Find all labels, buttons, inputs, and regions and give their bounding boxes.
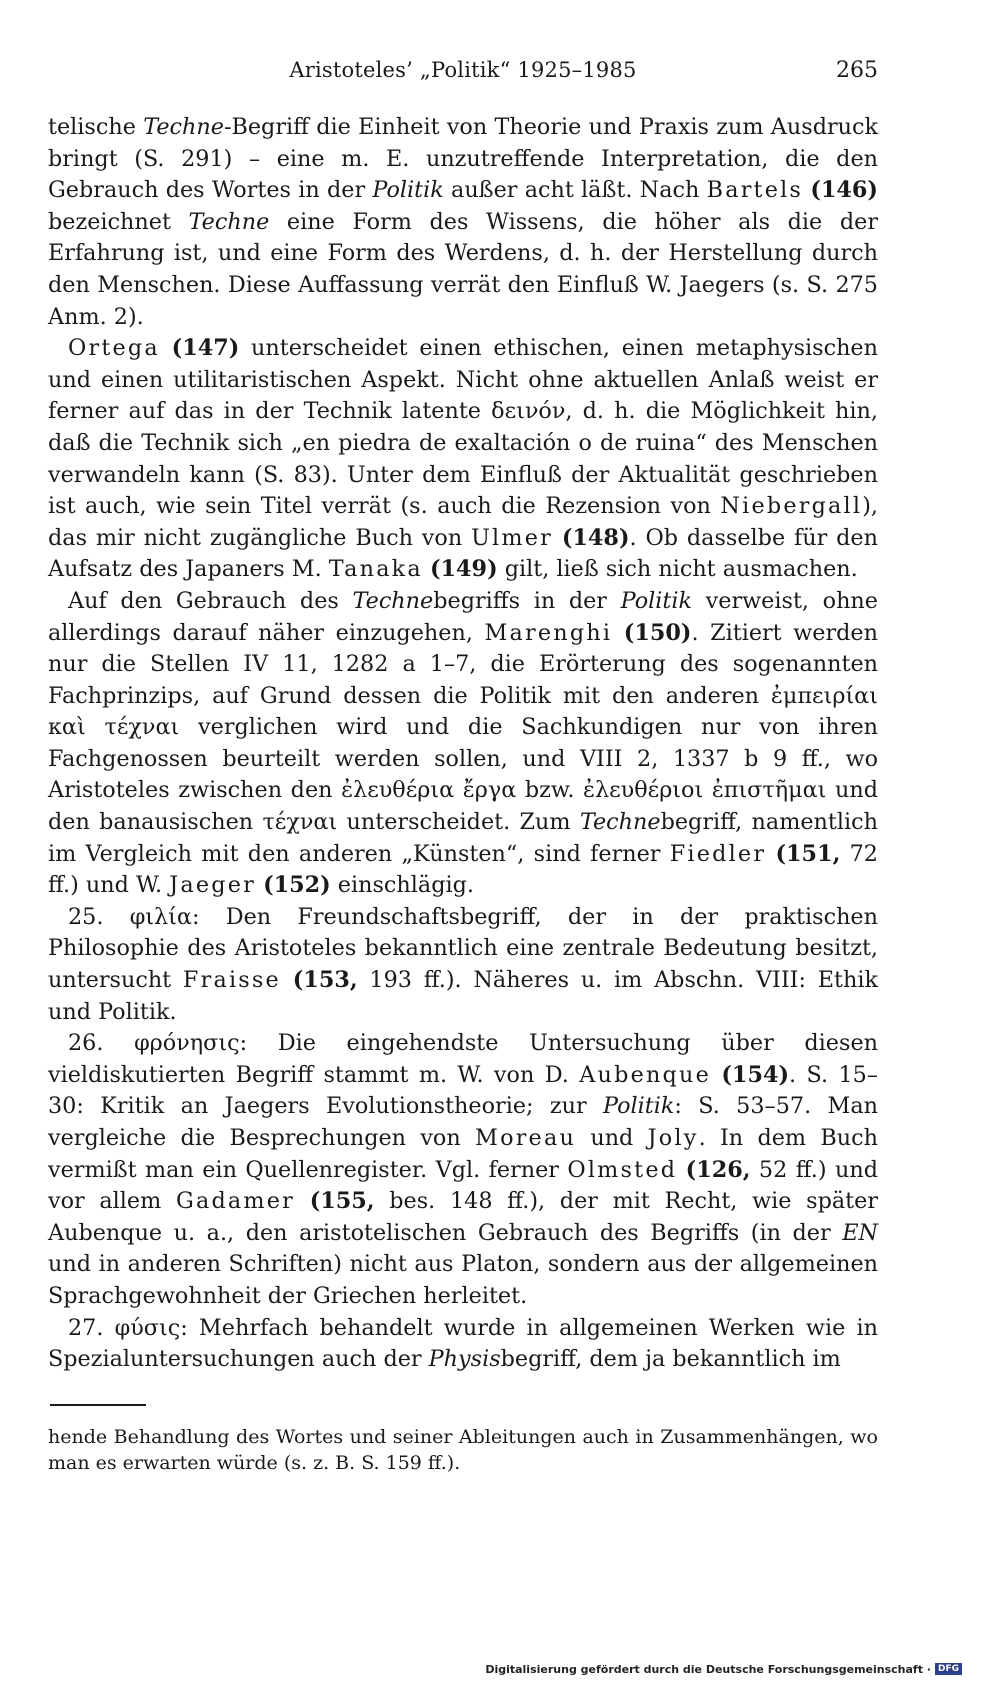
text-run: außer acht läßt. Nach xyxy=(443,177,707,204)
author-name: Ulmer xyxy=(471,524,553,551)
author-name: Jaeger xyxy=(169,872,256,899)
author-name: Joly xyxy=(647,1125,699,1151)
reference-number: (147) xyxy=(171,335,240,362)
text-run xyxy=(711,1062,721,1088)
text-run: . Zitiert werden nur die Stellen IV 11, 1282 a 1–7, die Erörterung des sogenannten Fachprinzips, auf Grund dessen die Politik mit den anderen ἐμπειρίαι καὶ τέχναι verglichen wird und die Sachkundigen nur von ihren Fachgenossen beurteilt werden sollen, und VIII 2, 1337 b 9 ff., wo Aristoteles zwischen den ἐλευθέρια ἔργα bzw. ἐλευθέριοι ἐπιστῆμαι und den banausischen τέχναι unterscheidet. Zum xyxy=(48,619,878,836)
paragraph-marenghi xyxy=(48,586,878,902)
text-run: gilt, ließ sich nicht ausmachen. xyxy=(497,556,858,583)
italic-run: Physis xyxy=(428,1346,501,1373)
reference-number: (126, xyxy=(685,1156,751,1183)
text-run: . Ob dasselbe für den Aufsatz des Japaners M. xyxy=(48,524,878,583)
body-text xyxy=(48,112,878,1376)
reference-number: (149) xyxy=(429,556,498,583)
credit-text: Digitalisierung gefördert durch die Deutsche Forschungsgemeinschaft · xyxy=(485,1662,931,1676)
text-run xyxy=(677,1157,685,1183)
text-run: -Begriff die Einheit von Theorie und Praxis zum Ausdruck bringt (S. 291) – eine m. E. unzutreffende Interpretation, die den Gebrauch des Wortes in der xyxy=(48,114,878,204)
author-name: Marenghi xyxy=(484,619,613,646)
text-run: Auf den Gebrauch des xyxy=(68,587,353,614)
text-run: bes. 148 ff.), der mit Recht, wie später Aubenque u. a., den aristotelischen Gebrauch des Begriffs (in der xyxy=(48,1188,879,1246)
dfg-logo: DFG xyxy=(935,1663,962,1675)
reference-number: (155, xyxy=(309,1188,375,1215)
text-run: 72 ff.) und W. xyxy=(48,840,878,899)
digitization-credit xyxy=(485,1659,962,1679)
italic-run: EN xyxy=(842,1219,878,1246)
author-name: Fraisse xyxy=(182,967,281,994)
footnote-text: hende Behandlung des Wortes und seiner Ableitungen auch in Zusammenhängen, wo man es erwarten würde (s. z. B. S. 159 ff.). xyxy=(48,1426,878,1474)
text-run xyxy=(256,872,263,898)
text-run: 25. φιλία: Den Freundschaftsbegriff, der in der praktischen Philosophie des Aristoteles bekanntlich eine zentrale Bedeutung besitzt, untersucht xyxy=(48,903,878,994)
italic-run: Politik xyxy=(372,177,444,204)
author-name: Gadamer xyxy=(175,1188,296,1215)
reference-number: (148) xyxy=(561,524,630,551)
text-run xyxy=(612,620,624,646)
text-run: : S. 53–57. Man vergleiche die Besprechungen von xyxy=(48,1093,878,1151)
text-run: und xyxy=(576,1125,648,1151)
text-run: . S. 15–30: Kritik an Jaegers Evolutionstheorie; zur xyxy=(48,1061,878,1120)
text-run: bezeichnet xyxy=(48,208,189,235)
text-run xyxy=(423,556,430,582)
italic-run: Techne xyxy=(579,809,661,836)
text-run: telische xyxy=(48,114,144,140)
text-run: unterscheidet einen ethischen, einen metaphysischen und einen utilitaristischen Aspekt. Nicht ohne aktuellen Anlaß weist er ferner auf das in der Technik latente δεινόν, d. h. die Möglichkeit hin, daß die Technik sich „en piedra de exaltación o de ruina“ des Menschen verwandeln kann (S. 83). Unter dem Einfluß der Aktualität geschrieben ist auch, wie sein Titel verrät (s. auch die Rezension von xyxy=(48,335,878,520)
italic-run: Politik xyxy=(620,587,692,614)
author-name: Tanaka xyxy=(328,556,423,583)
text-run: . In dem Buch vermißt man ein Quellenregister. Vgl. ferner xyxy=(48,1125,878,1183)
text-run: und in anderen Schriften) nicht aus Platon, sondern aus der allgemeinen Sprachgewohnheit der Griechen herleitet. xyxy=(48,1251,878,1309)
text-run xyxy=(553,525,562,551)
text-run: begriff, dem ja bekanntlich im xyxy=(500,1346,841,1373)
author-name: Bartels xyxy=(706,177,804,204)
paragraph-phronesis xyxy=(48,1028,878,1312)
reference-number: (150) xyxy=(623,619,692,646)
page-number: 265 xyxy=(836,58,878,83)
text-run xyxy=(160,335,172,361)
reference-number: (153, xyxy=(292,967,358,994)
author-name: Aubenque xyxy=(579,1061,711,1088)
running-title: Aristoteles’ „Politik“ 1925–1985 xyxy=(289,58,637,82)
italic-run: Techne xyxy=(188,208,270,235)
text-run xyxy=(281,967,293,993)
reference-number: (151, xyxy=(775,840,841,867)
text-run: begriffs in der xyxy=(433,587,621,614)
italic-run: Techne xyxy=(143,114,224,140)
reference-number: (146) xyxy=(810,177,878,204)
reference-number: (152) xyxy=(263,872,331,899)
text-run: verweist, ohne allerdings darauf näher einzugehen, xyxy=(48,587,878,646)
text-run: 26. φρόνησις: Die eingehendste Untersuchung über diesen vieldiskutierten Begriff stammt m. W. von D. xyxy=(48,1030,878,1088)
author-name: Fiedler xyxy=(669,840,767,867)
text-run: 52 ff.) und vor allem xyxy=(48,1156,878,1215)
text-run: einschlägig. xyxy=(330,872,474,899)
author-name: Niebergall xyxy=(720,493,863,520)
text-run: eine Form des Wissens, die höher als die der Erfahrung ist, und eine Form des Werdens, d. h. der Herstellung durch den Menschen. Diese Auffassung verrät den Einfluß W. Jaegers (s. S. 275 Anm. 2). xyxy=(48,208,878,330)
author-name: Ortega xyxy=(68,335,160,362)
italic-run: Politik xyxy=(603,1093,675,1120)
text-run: begriff, namentlich im Vergleich mit den anderen „Künsten“, sind ferner xyxy=(48,809,878,867)
author-name: Moreau xyxy=(475,1125,577,1151)
reference-number: (154) xyxy=(721,1061,790,1088)
paragraph-physis xyxy=(48,1313,878,1376)
footnote-separator xyxy=(50,1404,146,1406)
paragraph-philia xyxy=(48,902,878,1028)
text-run: 193 ff.). Näheres u. im Abschn. VIII: Ethik und Politik. xyxy=(48,967,879,1025)
paragraph-techne-bartels xyxy=(48,112,878,333)
italic-run: Techne xyxy=(352,587,434,614)
author-name: Olmsted xyxy=(567,1156,678,1183)
running-head xyxy=(48,58,878,92)
text-run: 27. φύσις: Mehrfach behandelt wurde in allgemeinen Werken wie in Spezialuntersuchungen auch der xyxy=(48,1314,878,1373)
text-run: ), das mir nicht zugängliche Buch von xyxy=(48,493,878,551)
text-run xyxy=(295,1188,310,1214)
paragraph-ortega xyxy=(48,333,878,586)
